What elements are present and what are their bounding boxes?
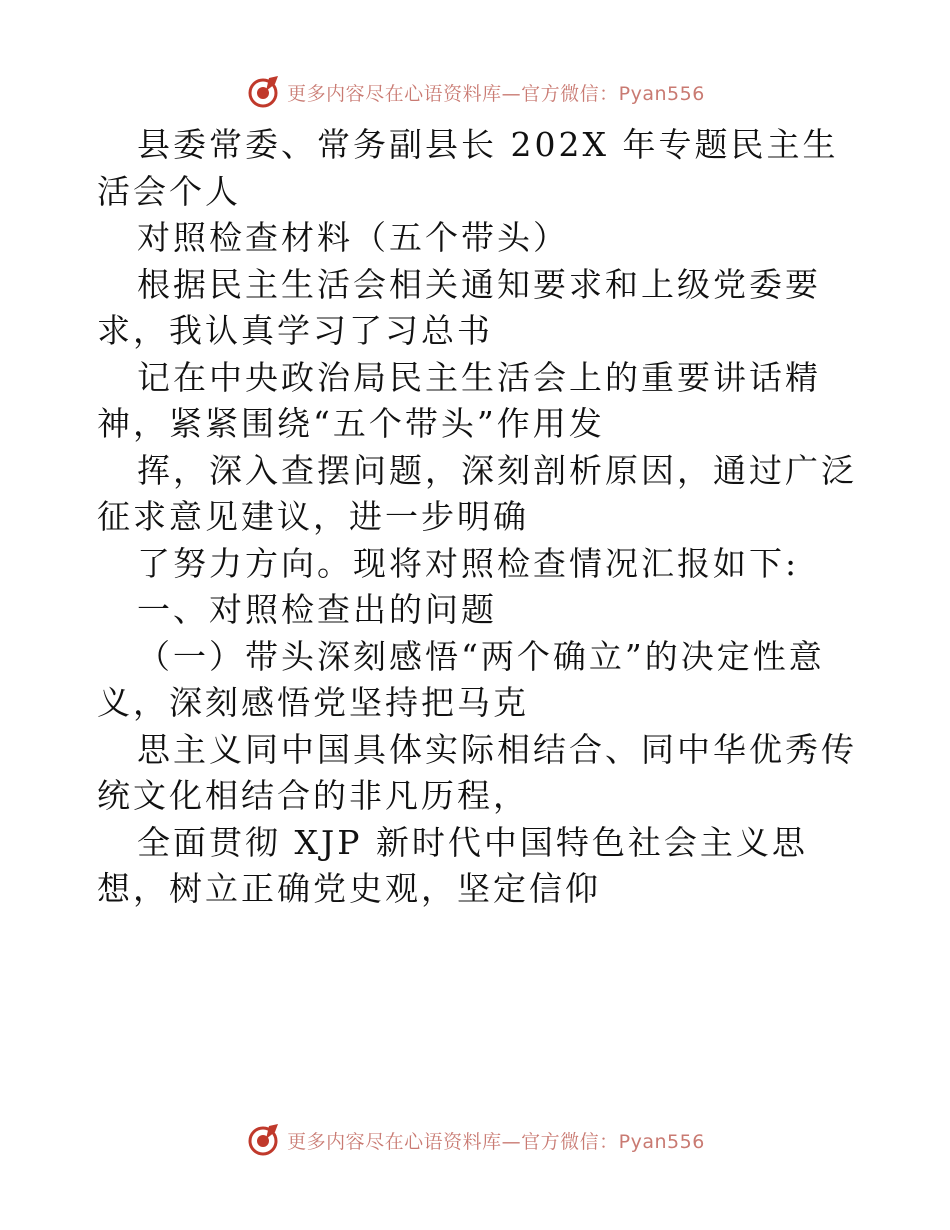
section-heading: 一、对照检查出的问题 (137, 590, 497, 629)
paragraph: 挥，深入查摆问题，深刻剖析原因，通过广泛征求意见建议，进一步明确 (97, 450, 857, 536)
paragraph: 记在中央政治局民主生活会上的重要讲话精神，紧紧围绕“五个带头”作用发 (97, 357, 821, 443)
paragraph: 对照检查材料（五个带头） (137, 218, 569, 257)
document-body (97, 122, 857, 913)
watermark-text: 更多内容尽在心语资料库—官方微信： (287, 82, 619, 105)
paragraph: 县委常委、常务副县长 202X 年专题民主生活会个人 (97, 125, 839, 211)
watermark-header (0, 70, 950, 114)
paragraph: 了努力方向。现将对照检查情况汇报如下: (137, 543, 800, 583)
paragraph: 全面贯彻 XJP 新时代中国特色社会主义思想，树立正确党史观，坚定信仰 (97, 822, 808, 908)
watermark-wechat-id: Pyan556 (618, 82, 705, 105)
pen-circle-logo-icon (245, 1122, 281, 1158)
paragraph: 思主义同中国具体实际相结合、同中华优秀传统文化相结合的非凡历程， (97, 729, 857, 815)
paragraph: 根据民主生活会相关通知要求和上级党委要求，我认真学习了习总书 (97, 264, 821, 350)
pen-circle-logo-icon (245, 74, 281, 110)
watermark-footer (0, 1118, 950, 1162)
watermark-wechat-id: Pyan556 (618, 1130, 705, 1153)
watermark-text: 更多内容尽在心语资料库—官方微信： (287, 1130, 619, 1153)
paragraph: （一）带头深刻感悟“两个确立”的决定性意义，深刻感悟党坚持把马克 (97, 636, 825, 722)
